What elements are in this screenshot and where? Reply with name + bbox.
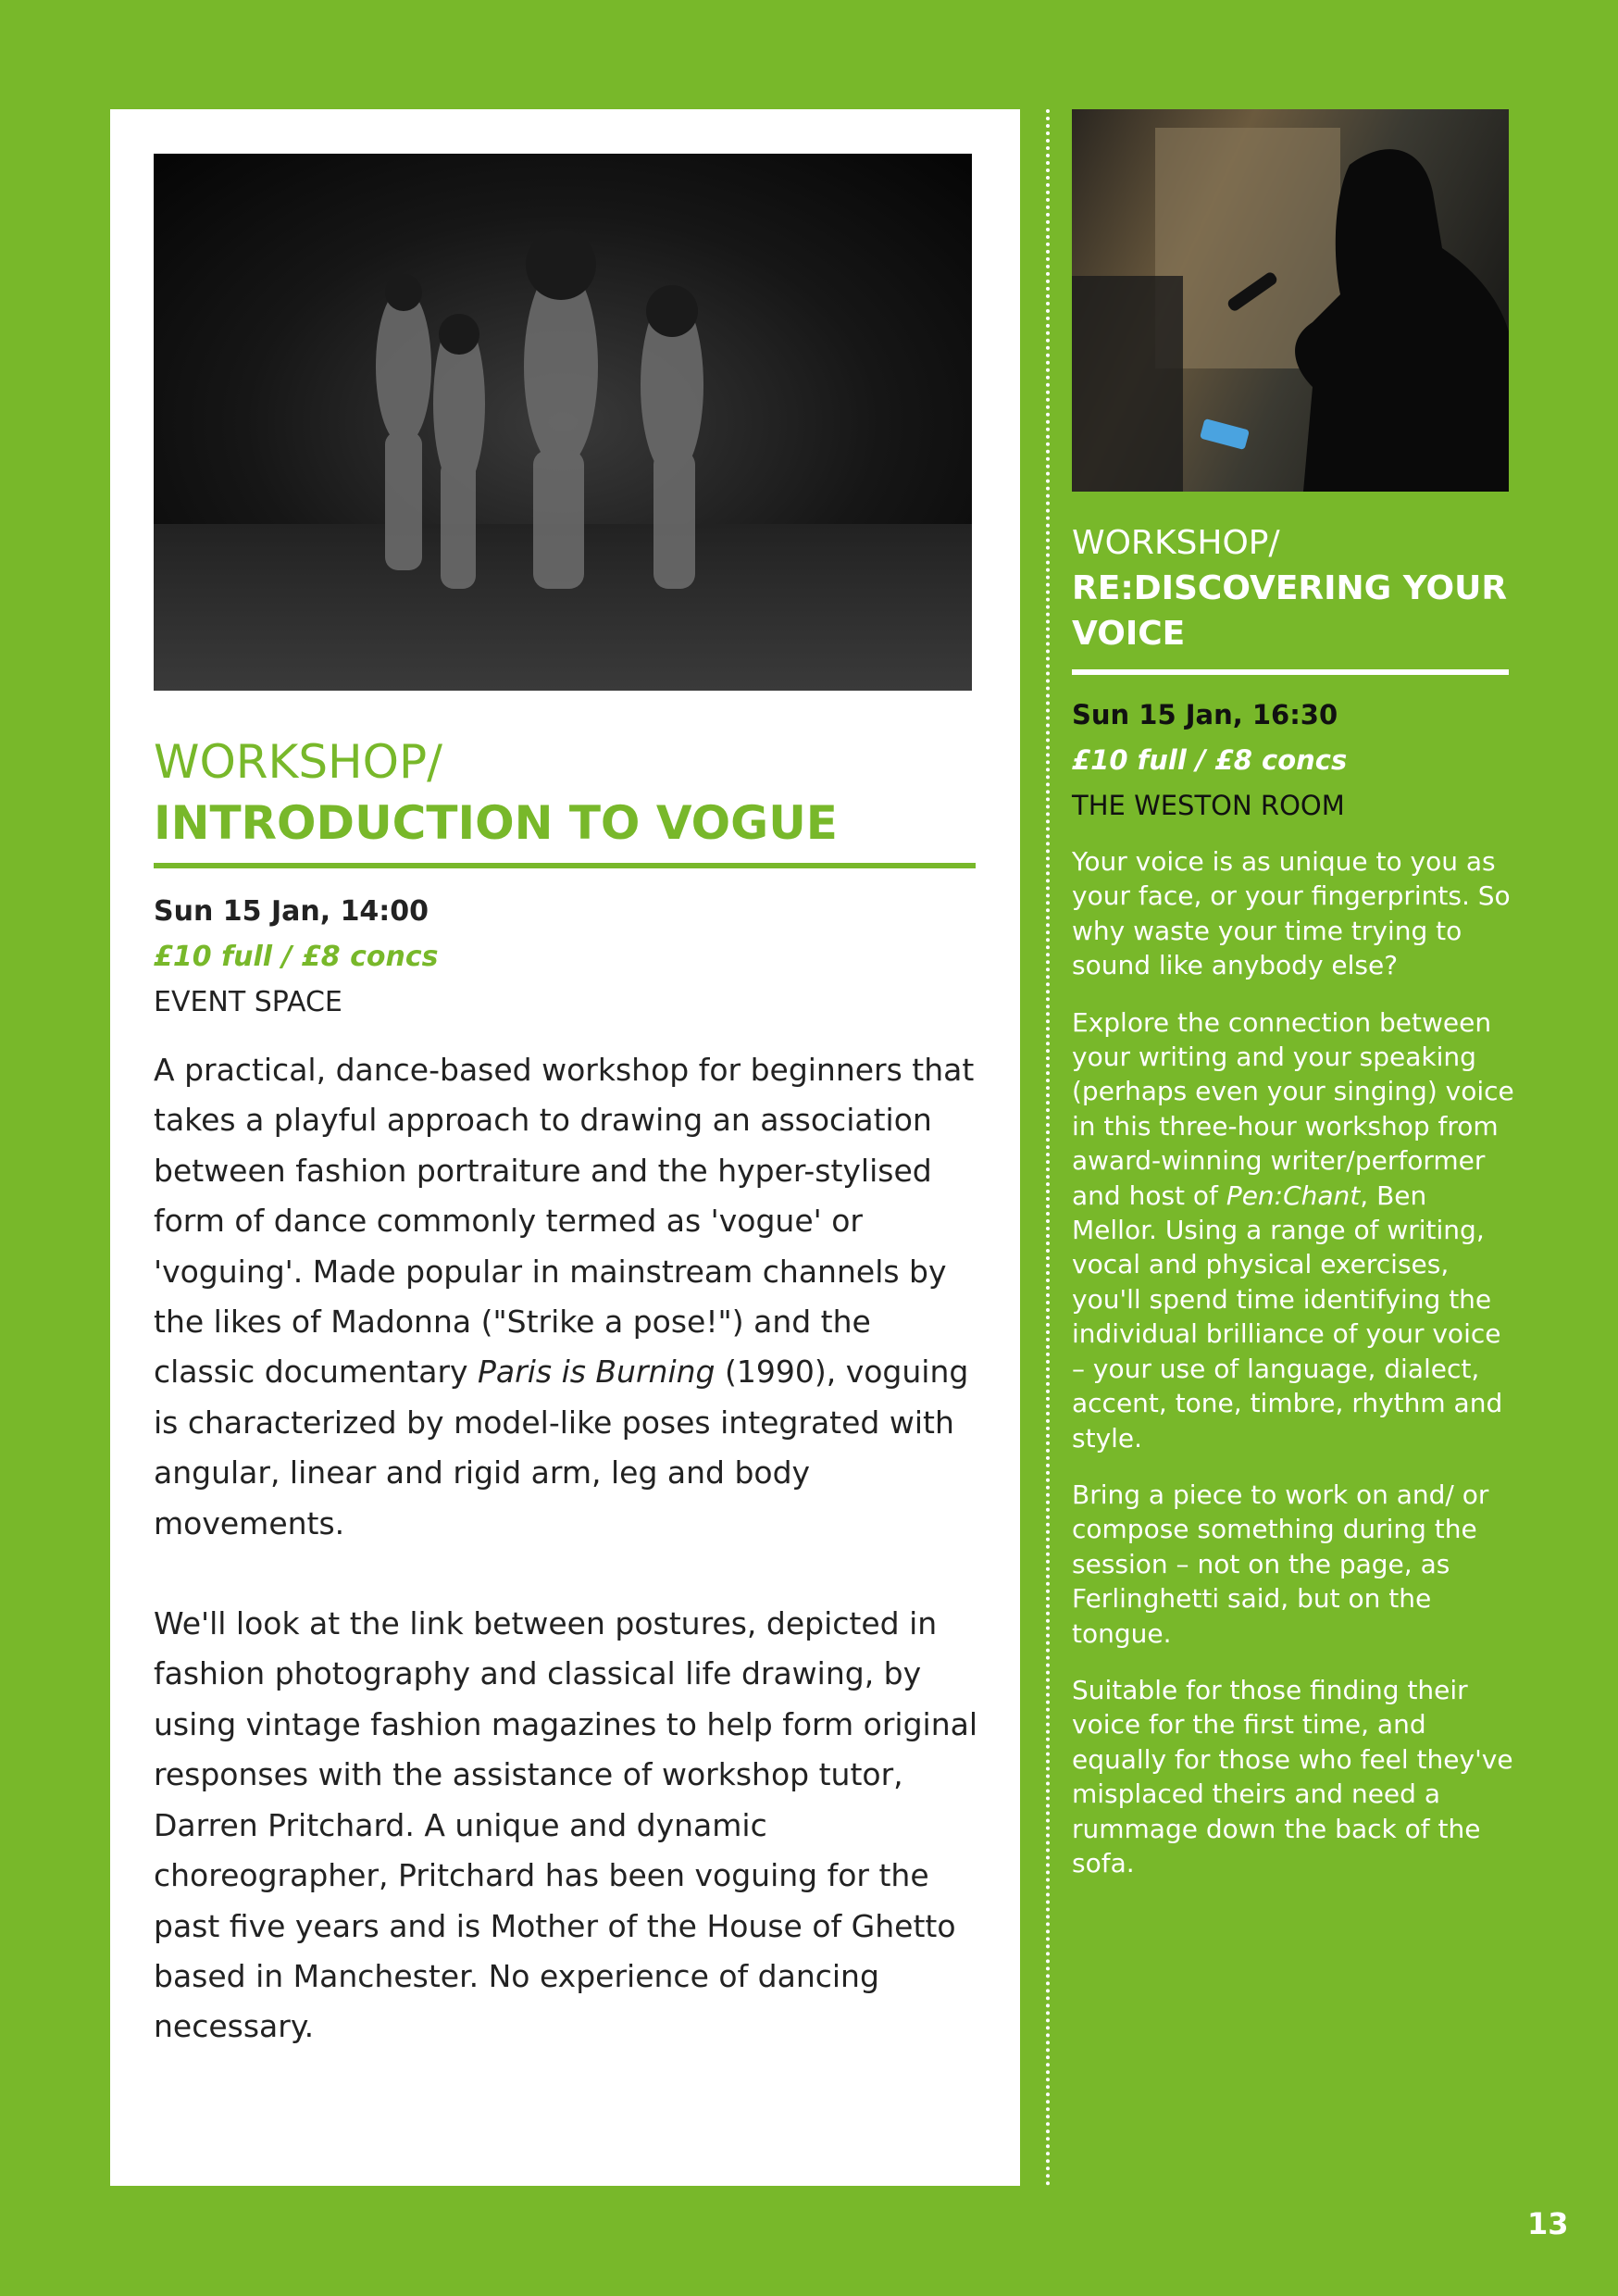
main-event-meta [154, 889, 438, 1025]
side-event-venue: THE WESTON ROOM [1072, 790, 1345, 821]
column-divider [1046, 109, 1050, 2188]
main-event-date: Sun 15 Jan, 14:00 [154, 895, 429, 928]
side-event-date: Sun 15 Jan, 16:30 [1072, 699, 1338, 730]
side-paragraph-4: Suitable for those finding their voice for the first time, and equally for those who feel they've misplaced theirs and need a rummage down the back of the sofa. [1072, 1674, 1513, 1878]
main-paragraph-2: We'll look at the link between postures, depicted in fashion photography and classical life drawing, by using vintage fashion magazines to help form original responses with the assistance of workshop tutor, Darren Pritchard. A unique and dynamic choreographer, Pritchard has been voguing for the past five years and is Mother of the House of Ghetto based in Manchester. No experience of dancing necessary. [154, 1605, 978, 2045]
vogue-dancers-photo [154, 154, 972, 691]
side-paragraph-2: Explore the connection between your writing and your speaking (perhaps even your singing) voice in this three-hour workshop from award-winning writer/performer and host of Pen:Chant, Ben Mellor. Using a range of writing, vocal and physical exercises, you'll spend time identifying the individual brilliance of your voice – your use of language, dialect, accent, tone, timbre, rhythm and style. [1072, 1006, 1514, 1454]
side-title-rule [1072, 669, 1509, 675]
main-event-price: £10 full / £8 concs [154, 941, 439, 973]
side-event-description [1072, 844, 1516, 1903]
page-number: 13 [1527, 2206, 1569, 2241]
side-paragraph-3: Bring a piece to work on and/ or compose something during the session – not on the page, as Ferlinghetti said, but on the tongue. [1072, 1479, 1489, 1649]
side-paragraph-1: Your voice is as unique to you as your face, or your fingerprints. So why waste your time trying to sound like anybody else? [1072, 846, 1511, 981]
main-event-name: INTRODUCTION TO VOGUE [154, 796, 838, 850]
side-event-title [1072, 520, 1516, 656]
main-paragraph-1: A practical, dance-based workshop for beginners that takes a playful approach to drawing an association between fashion portraiture and the hyper-stylised form of dance commonly termed as 'vogue' or 'voguing'. Made popular in mainstream channels by the likes of Madonna ("Strike a pose!") and the classic documentary Paris is Burning (1990), voguing is characterized by model-like poses integrated with angular, linear and rigid arm, leg and body movements. [154, 1052, 975, 1541]
singer-silhouette-photo [1072, 109, 1509, 492]
main-title-rule [154, 863, 976, 868]
main-event-venue: EVENT SPACE [154, 986, 342, 1018]
main-event-description [154, 1045, 977, 2103]
side-event-category: WORKSHOP/ [1072, 524, 1280, 562]
side-event-price: £10 full / £8 concs [1072, 744, 1348, 776]
main-event-title [154, 731, 977, 854]
side-event-name: RE:DISCOVERING YOUR VOICE [1072, 569, 1508, 653]
side-event-meta [1072, 693, 1347, 829]
main-event-category: WORKSHOP/ [154, 735, 443, 789]
